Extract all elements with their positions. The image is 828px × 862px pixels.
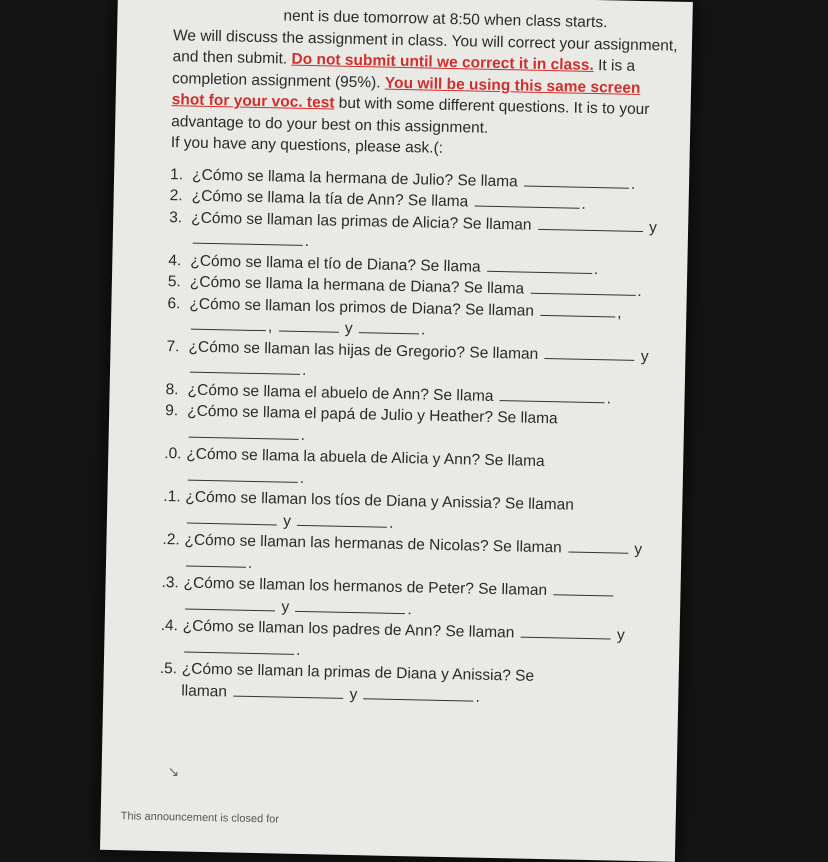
answer-blank bbox=[474, 192, 579, 209]
answer-blank bbox=[184, 637, 294, 654]
question-end: . bbox=[420, 321, 426, 339]
answer-blank bbox=[487, 256, 592, 273]
question-list bbox=[159, 164, 675, 712]
separator: , bbox=[267, 318, 273, 336]
conjunction: y bbox=[281, 598, 290, 616]
answer-blank bbox=[187, 508, 277, 525]
question-text: ¿Cómo se llaman la primas de Diana y Anissia? Se bbox=[181, 660, 535, 685]
question-number: 3. bbox=[169, 208, 183, 226]
answer-blank bbox=[297, 510, 387, 527]
question-item bbox=[159, 658, 665, 712]
intro-warning-submit: Do not submit until we correct it in class. bbox=[291, 50, 594, 74]
question-number: .2. bbox=[162, 531, 180, 549]
question-end: . bbox=[389, 514, 394, 532]
answer-blank bbox=[524, 171, 629, 188]
question-end: . bbox=[593, 260, 599, 278]
question-text: ¿Cómo se llaman los primos de Diana? Se llaman bbox=[189, 295, 535, 320]
announcement-intro bbox=[171, 3, 679, 164]
question-number: 1. bbox=[169, 165, 184, 183]
conjunction: y bbox=[349, 685, 358, 703]
intro-text-b: It is a completion assignment (95%). bbox=[171, 56, 636, 92]
conjunction: y bbox=[344, 319, 353, 337]
answer-blank bbox=[188, 465, 298, 482]
question-end: . bbox=[300, 426, 306, 444]
question-number: 7. bbox=[166, 337, 180, 355]
answer-blank bbox=[538, 214, 643, 231]
question-number: .3. bbox=[161, 574, 180, 592]
question-end: . bbox=[301, 361, 307, 380]
answer-blank bbox=[186, 551, 246, 567]
intro-text-a: We will discuss the assignment in class. You will correct your assignment, and then submit. bbox=[172, 26, 678, 68]
question-text: ¿Cómo se llaman las primas de Alicia? Se llaman bbox=[191, 209, 532, 234]
answer-blank bbox=[540, 300, 615, 317]
intro-ask: If you have any questions, please ask.(: bbox=[170, 134, 444, 157]
answer-blank bbox=[189, 422, 299, 439]
pen-mark: ↘ bbox=[167, 763, 180, 780]
question-number: 4. bbox=[168, 251, 182, 269]
answer-blank bbox=[521, 623, 611, 640]
intro-line-0: nent is due tomorrow at 8:50 when class starts. bbox=[283, 7, 608, 32]
question-text: ¿Cómo se llama el papá de Julio y Heather? Se llama bbox=[187, 402, 558, 428]
answer-blank bbox=[530, 279, 635, 296]
question-end: . bbox=[637, 282, 642, 301]
answer-blank bbox=[500, 386, 605, 403]
question-end: . bbox=[407, 600, 412, 618]
conjunction: y bbox=[634, 540, 643, 559]
question-end: . bbox=[296, 641, 301, 659]
answer-blank bbox=[193, 229, 303, 246]
question-number: .4. bbox=[160, 617, 179, 635]
conjunction: y bbox=[640, 347, 649, 365]
question-end: . bbox=[606, 389, 612, 407]
answer-blank bbox=[553, 580, 613, 596]
question-end: . bbox=[581, 195, 586, 213]
question-number: 5. bbox=[167, 273, 182, 291]
intro-paragraph bbox=[171, 25, 678, 143]
question-text: ¿Cómo se llama el tío de Diana? Se llama bbox=[190, 252, 481, 276]
question-number: 2. bbox=[169, 187, 183, 205]
answer-blank bbox=[190, 358, 300, 375]
intro-warning-test: You will be using this same screen shot for your voc. test bbox=[171, 74, 641, 112]
question-text: ¿Cómo se llaman los padres de Ann? Se llaman bbox=[182, 617, 515, 642]
question-number: 8. bbox=[165, 380, 179, 398]
screen bbox=[100, 0, 693, 862]
question-text: ¿Cómo se llaman los tíos de Diana y Anissia? Se llaman bbox=[185, 488, 575, 514]
question-number: .0. bbox=[164, 445, 182, 463]
answer-blank bbox=[364, 684, 474, 701]
answer-blank bbox=[279, 316, 339, 332]
intro-text-c: but with some different questions. It is to your advantage to do your best on this assignment. bbox=[171, 94, 650, 137]
answer-blank bbox=[568, 538, 628, 554]
answer-blank bbox=[185, 594, 275, 611]
answer-blank bbox=[233, 681, 343, 698]
question-text: ¿Cómo se llama la tía de Ann? Se llama bbox=[191, 187, 469, 211]
conjunction: y bbox=[648, 218, 657, 236]
question-text: ¿Cómo se llaman los hermanos de Peter? Se llaman bbox=[183, 574, 548, 600]
question-number: .1. bbox=[163, 488, 181, 506]
question-text: ¿Cómo se llaman las hermanas de Nicolas? Se llaman bbox=[184, 531, 562, 557]
question-text: ¿Cómo se llama la abuela de Alicia y Ann? Se llama bbox=[186, 445, 545, 471]
separator: , bbox=[617, 304, 622, 322]
announcement-closed-note: This announcement is closed for bbox=[120, 810, 280, 826]
question-text: ¿Cómo se llama el abuelo de Ann? Se llama bbox=[187, 381, 494, 405]
answer-blank bbox=[359, 318, 419, 334]
question-text: ¿Cómo se llama la hermana de Julio? Se llama bbox=[191, 166, 518, 190]
conjunction: y bbox=[616, 626, 625, 644]
answer-blank bbox=[295, 596, 405, 613]
question-number: .5. bbox=[159, 660, 178, 678]
question-number: 9. bbox=[165, 402, 179, 420]
question-end: . bbox=[247, 554, 253, 572]
question-end: . bbox=[304, 232, 310, 251]
answer-blank bbox=[191, 315, 266, 332]
question-end: . bbox=[475, 688, 481, 706]
question-text-cont: llaman bbox=[181, 681, 228, 700]
conjunction: y bbox=[283, 512, 292, 530]
announcement-content bbox=[159, 3, 679, 711]
question-text: ¿Cómo se llaman las hijas de Gregorio? Se llaman bbox=[188, 338, 539, 363]
question-end: . bbox=[299, 469, 305, 487]
answer-blank bbox=[544, 344, 634, 361]
question-text: ¿Cómo se llama la hermana de Diana? Se llama bbox=[189, 273, 525, 298]
question-number: 6. bbox=[167, 294, 181, 312]
question-end: . bbox=[630, 175, 636, 193]
